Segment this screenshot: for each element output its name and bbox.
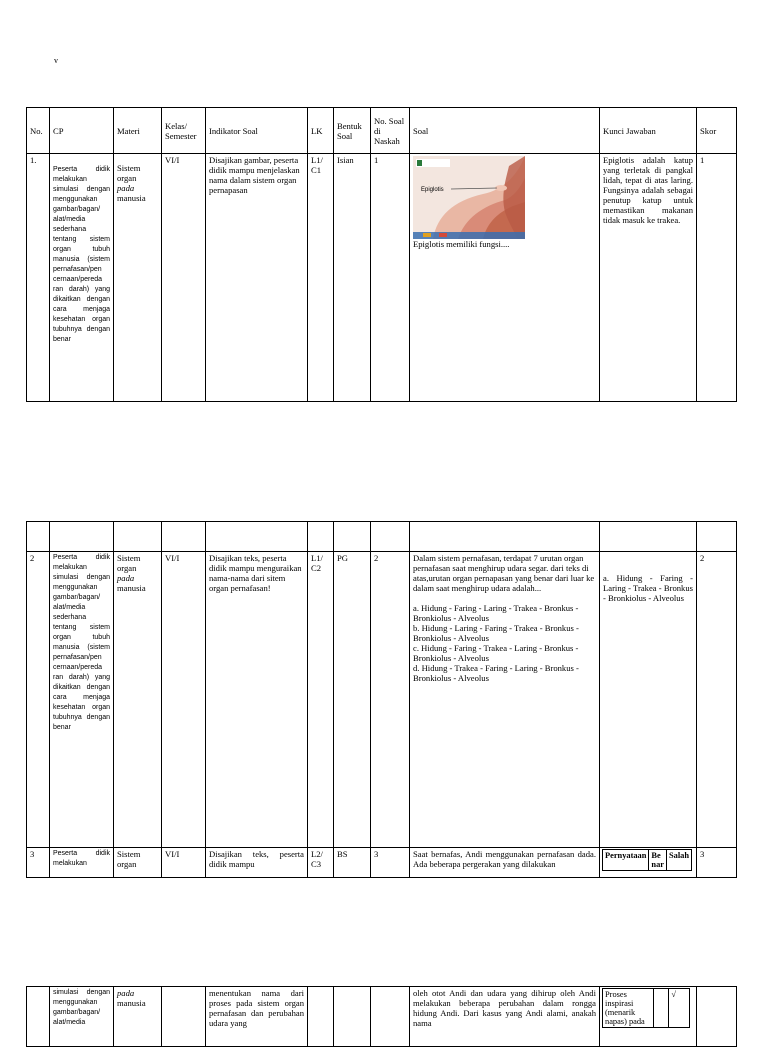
- row-kelas: VI/I: [162, 552, 206, 848]
- epiglottis-image: [413, 156, 525, 239]
- header-bentuk: Bentuk Soal: [334, 108, 371, 154]
- header-skor: Skor: [697, 108, 737, 154]
- table-row: [27, 154, 737, 402]
- row-materi: Sistem organ pada manusia: [114, 154, 162, 402]
- header-nosoal: No. Soal di Naskah: [371, 108, 410, 154]
- row-skor: 2: [697, 552, 737, 848]
- row-nosoal: 3: [371, 848, 410, 878]
- row-indikator: Disajikan teks, peserta didik mampu menguraikan nama-nama dari sitem organ pernafasan!: [206, 552, 308, 848]
- row-soal: [410, 154, 600, 402]
- header-indikator: Indikator Soal: [206, 108, 308, 154]
- row-no: 1.: [27, 154, 50, 402]
- row-nosoal: 1: [371, 154, 410, 402]
- option-a: a. Hidung - Faring - Laring - Trakea - Bronkus - Bronkiolus - Alveolus: [413, 603, 579, 623]
- row-kunci: [600, 848, 697, 878]
- header-cp: CP: [50, 108, 114, 154]
- sub-salah: Salah: [666, 850, 691, 871]
- row-materi: pada manusia: [114, 987, 162, 1047]
- row-cp: Peserta didik melakukan simulasi dengan menggunakan gambar/bagan/ alat/media sederhana tentang sistem organ tubuh manusia (sistem pernafasan/pen cernaan/pereda ran darah) yang dikaitkan dengan cara menjaga kesehatan organ tubuhnya dengan benar: [50, 154, 114, 402]
- row-kunci: Epiglotis adalah katup yang terletak di pangkal lidah, tepat di atas laring. Fungsinya adalah sebagai penutup katup untuk memastikan makanan tidak masuk ke trakea.: [600, 154, 697, 402]
- statement-subtable: [602, 988, 690, 1028]
- row-cp: simulasi dengan menggunakan gambar/bagan/ alat/media: [50, 987, 114, 1047]
- row-soal: oleh otot Andi dan udara yang dihirup oleh Andi melakukan beberapa perubahan dalam rongga hidung Andi. Dari kasus yang Andi alami, anakah nama: [410, 987, 600, 1047]
- kisi-kisi-table-3: [26, 986, 737, 1047]
- soal-text: Epiglotis memiliki fungsi....: [413, 239, 510, 249]
- row-kunci: a. Hidung - Faring - Laring - Trakea - Bronkus - Bronkiolus - Alveolus: [600, 552, 697, 848]
- row-bentuk: BS: [334, 848, 371, 878]
- statement-subtable: [602, 849, 692, 871]
- row-soal: [410, 552, 600, 848]
- kisi-kisi-table-2: [26, 521, 737, 878]
- row-bentuk: PG: [334, 552, 371, 848]
- row-cp: Peserta didik melakukan: [50, 848, 114, 878]
- header-soal: Soal: [410, 108, 600, 154]
- row-soal: Saat bernafas, Andi menggunakan pernafasan dada. Ada beberapa pergerakan yang dilakukan: [410, 848, 600, 878]
- table-row: [27, 552, 737, 848]
- top-mark: v: [54, 56, 58, 65]
- row-kelas: VI/I: [162, 848, 206, 878]
- anatomy-illustration: [413, 156, 525, 239]
- row-no: 2: [27, 552, 50, 848]
- header-lk: LK: [308, 108, 334, 154]
- table-row: [27, 987, 737, 1047]
- header-kunci: Kunci Jawaban: [600, 108, 697, 154]
- header-kelas: Kelas/ Semester: [162, 108, 206, 154]
- row-no: 3: [27, 848, 50, 878]
- option-c: c. Hidung - Faring - Trakea - Laring - Bronkus - Bronkiolus - Alveolus: [413, 643, 579, 663]
- header-materi: Materi: [114, 108, 162, 154]
- sub-check: √: [669, 989, 690, 1028]
- sub-proses: Proses inspirasi (menarik napas) pada: [603, 989, 654, 1028]
- row-skor: 1: [697, 154, 737, 402]
- row-kelas: VI/I: [162, 154, 206, 402]
- table-row: [27, 848, 737, 878]
- row-materi: Sistem organ pada manusia: [114, 552, 162, 848]
- option-b: b. Hidung - Laring - Faring - Trakea - Bronkus - Bronkiolus - Alveolus: [413, 623, 579, 643]
- row-lk: L1/ C1: [308, 154, 334, 402]
- row-indikator: Disajikan gambar, peserta didik mampu menjelaskan nama dalam sistem organ pernapasan: [206, 154, 308, 402]
- row-lk: L2/ C3: [308, 848, 334, 878]
- header-no: No.: [27, 108, 50, 154]
- sub-benar: Be nar: [649, 850, 667, 871]
- image-label: Epiglotis: [421, 187, 444, 193]
- row-kunci: [600, 987, 697, 1047]
- row-nosoal: 2: [371, 552, 410, 848]
- kisi-kisi-table-1: [26, 107, 737, 402]
- option-d: d. Hidung - Trakea - Faring - Laring - Bronkus - Bronkiolus - Alveolus: [413, 663, 579, 683]
- row-indikator: menentukan nama dari proses pada sistem organ pernafasan dan perubahan udara yang: [206, 987, 308, 1047]
- soal-intro: Dalam sistem pernafasan, terdapat 7 urutan organ pernafasan saat menghirup udara segar. dari teks di atas,urutan organ pernapasan yang benar dari luar ke dalam saat menghirup udara adalah...: [413, 553, 595, 593]
- row-bentuk: Isian: [334, 154, 371, 402]
- row-skor: 3: [697, 848, 737, 878]
- row-lk: L1/ C2: [308, 552, 334, 848]
- row-indikator: Disajikan teks, peserta didik mampu: [206, 848, 308, 878]
- blank-header-row: [27, 522, 737, 552]
- sub-pernyataan: Pernyataan: [603, 850, 649, 871]
- row-cp: Peserta didik melakukan simulasi dengan menggunakan gambar/bagan/ alat/media sederhana tentang sistem organ tubuh manusia (sistem pernafasan/pen cernaan/pereda ran darah) yang dikaitkan dengan cara menjaga kesehatan organ tubuhnya dengan benar: [50, 552, 114, 848]
- header-row: [27, 108, 737, 154]
- row-materi: Sistem organ: [114, 848, 162, 878]
